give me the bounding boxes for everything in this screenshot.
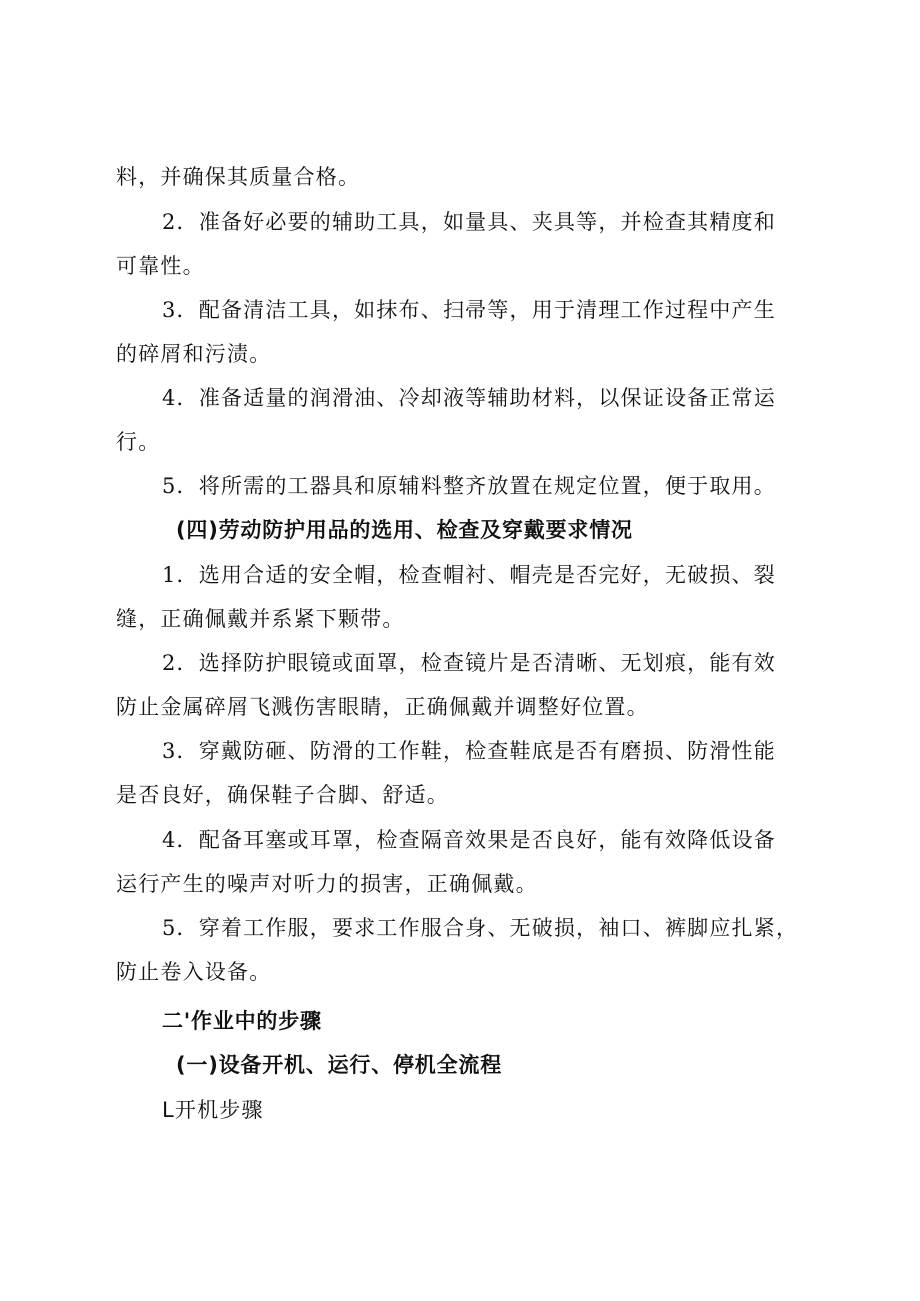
list-item-2-line-1: 2．准备好必要的辅助工具，如量具、夹具等，并检查其精度和 xyxy=(162,210,776,234)
subsection-heading-startup: L开机步骤 xyxy=(162,1098,264,1122)
list-item-3-line-1: 3．配备清洁工具，如抹布、扫帚等，用于清理工作过程中产生 xyxy=(162,298,776,322)
ppe-item-1-line-1: 1．选用合适的安全帽，检查帽衬、帽壳是否完好，无破损、裂 xyxy=(162,563,776,587)
section-heading-4: (四)劳动防护用品的选用、检查及穿戴要求情况 xyxy=(176,518,633,542)
list-item-3-line-2: 的碎屑和污渍。 xyxy=(116,342,272,366)
ppe-item-2-line-1: 2．选择防护眼镜或面罩，检查镜片是否清晰、无划痕，能有效 xyxy=(162,651,776,675)
list-item-5-line-1: 5．将所需的工器具和原辅料整齐放置在规定位置，便于取用。 xyxy=(162,474,776,498)
ppe-item-5-line-2: 防止卷入设备。 xyxy=(116,960,272,984)
ppe-item-4-line-2: 运行产生的噪声对听力的损害，正确佩戴。 xyxy=(116,872,538,896)
list-item-2-line-2: 可靠性。 xyxy=(116,254,205,278)
list-item-4-line-2: 行。 xyxy=(116,430,161,454)
chapter-heading-2: 二'作业中的步骤 xyxy=(162,1009,322,1033)
ppe-item-3-line-2: 是否良好，确保鞋子合脚、舒适。 xyxy=(116,783,449,807)
ppe-item-3-line-1: 3．穿戴防砸、防滑的工作鞋，检查鞋底是否有磨损、防滑性能 xyxy=(162,739,776,763)
ppe-item-1-line-2: 缝，正确佩戴并系紧下颗带。 xyxy=(116,607,405,631)
ppe-item-4-line-1: 4．配备耳塞或耳罩，检查隔音效果是否良好，能有效降低设备 xyxy=(162,828,776,852)
ppe-item-5-line-1: 5．穿着工作服，要求工作服合身、无破损，袖口、裤脚应扎紧， xyxy=(162,916,799,940)
section-heading-1: (一)设备开机、运行、停机全流程 xyxy=(176,1053,502,1077)
list-item-4-line-1: 4．准备适量的润滑油、冷却液等辅助材料，以保证设备正常运 xyxy=(162,386,776,410)
text-line: 料，并确保其质量合格。 xyxy=(116,165,361,189)
ppe-item-2-line-2: 防止金属碎屑飞溅伤害眼睛，正确佩戴并调整好位置。 xyxy=(116,695,649,719)
